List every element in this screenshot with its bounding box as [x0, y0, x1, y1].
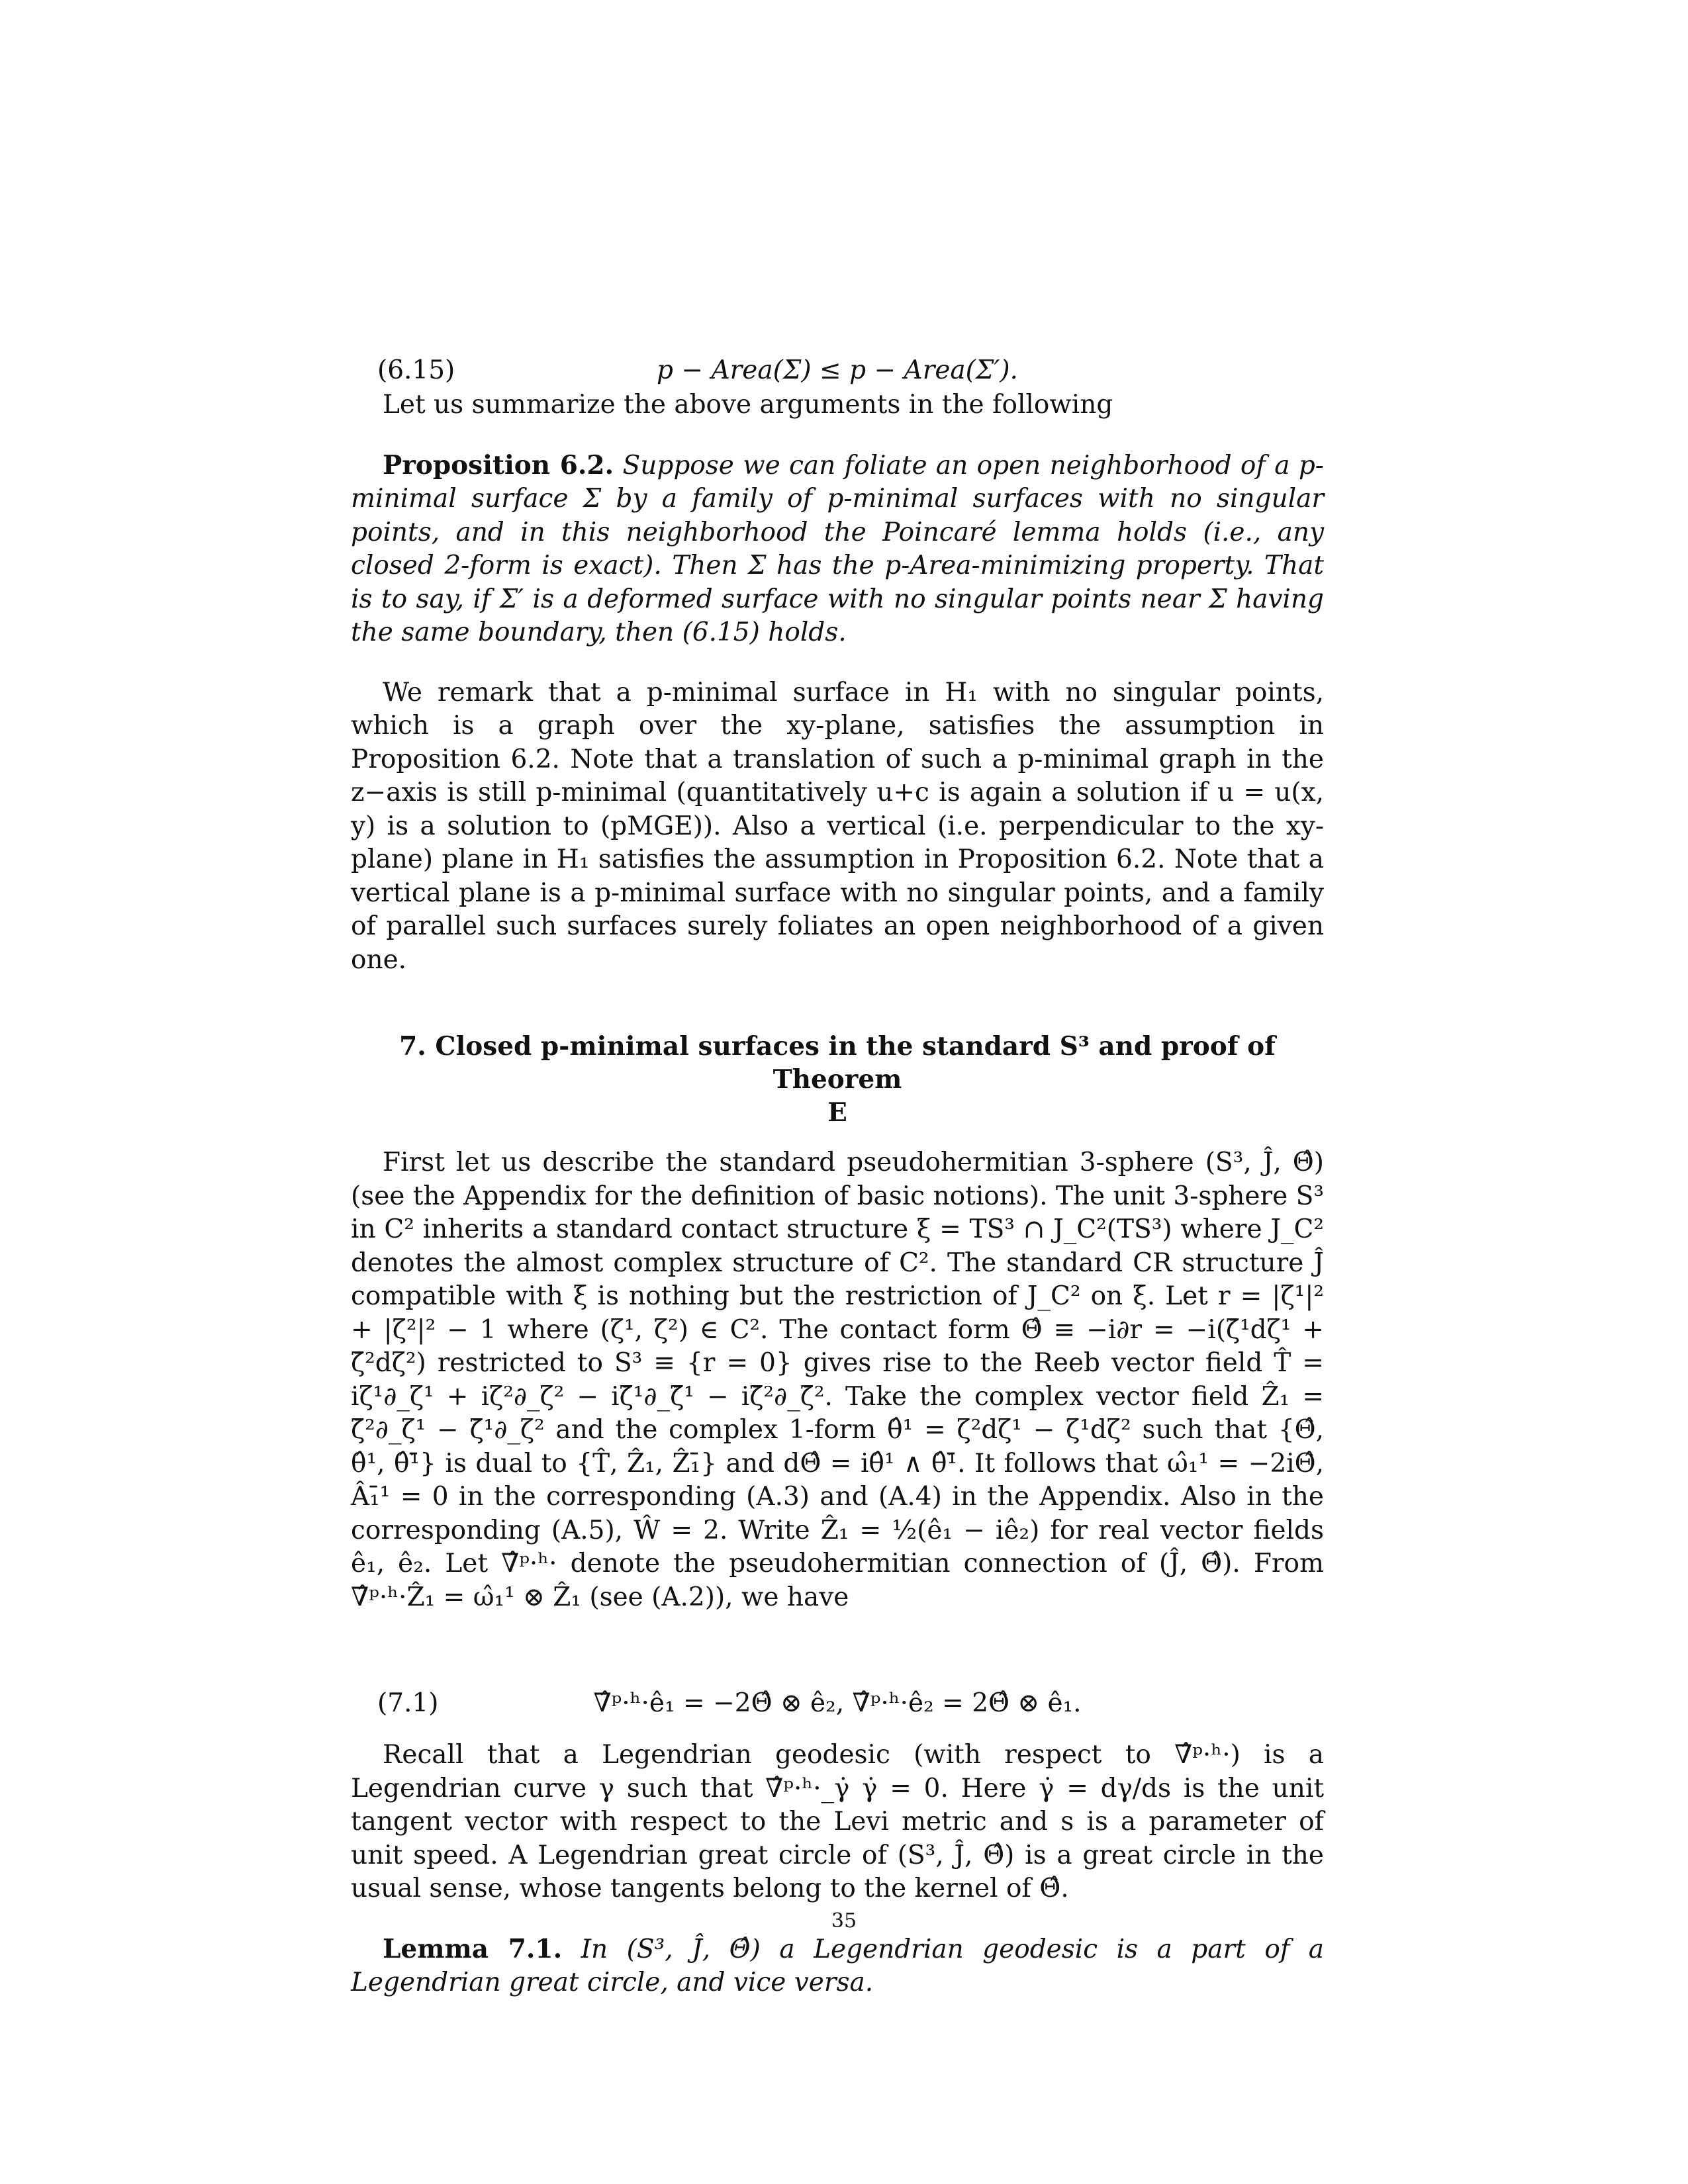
intro-paragraph: First let us describe the standard pseudohermitian 3-sphere (S³, Ĵ, Θ̂) (see the Appendix for the definition of basic notions). The unit 3-sphere S³ in C² inherits a standard contact structure ξ = TS³ ∩ J_C²(TS³) where J_C² denotes the almost complex structure of C². The standard CR structure Ĵ compatible with ξ is nothing but the restriction of J_C² on ξ. Let r = |ζ¹|² + |ζ²|² − 1 where (ζ¹, ζ²) ∈ C². The contact form Θ̂ ≡ −i∂r = −i(ζ̄¹dζ¹ + ζ̄²dζ²) restricted to S³ ≡ {r = 0} gives rise to the Reeb vector field T̂ = iζ¹∂_ζ¹ + iζ²∂_ζ² − iζ̄¹∂_ζ̄¹ − iζ̄²∂_ζ̄². Take the complex vector field Ẑ₁ = ζ̄²∂_ζ¹ − ζ̄¹∂_ζ² and the complex 1-form θ̂¹ = ζ²dζ¹ − ζ¹dζ² such that {Θ̂, θ̂¹, θ̂¹̄} is dual to {T̂, Ẑ₁, Ẑ₁̄} and dΘ̂ = iθ̂¹ ∧ θ̂¹̄. It follows that ω̂₁¹ = −2iΘ̂, Â₁̄¹ = 0 in the corresponding (A.3) and (A.4) in the Appendix. Also in the corresponding (A.5), Ŵ = 2. Write Ẑ₁ = ½(ê₁ − iê₂) for real vector fields ê₁, ê₂. Let ∇̂ᵖ·ʰ· denote the pseudohermitian connection of (Ĵ, Θ̂). From ∇̂ᵖ·ʰ·Ẑ₁ = ω̂₁¹ ⊗ Ẑ₁ (see (A.2)), we have [351, 1148, 1324, 1612]
section-title-line2: E [827, 1097, 847, 1128]
paper-page [351, 354, 1324, 2000]
lemma-label: Lemma 7.1. [383, 1933, 563, 1964]
proposition-6-2 [351, 449, 1324, 650]
summary-sentence: Let us summarize the above arguments in the following [383, 390, 1113, 420]
equation-number: (6.15) [377, 355, 455, 385]
equation-body: ∇̂ᵖ·ʰ·ê₁ = −2Θ̂ ⊗ ê₂, ∇̂ᵖ·ʰ·ê₂ = 2Θ̂ ⊗ ê₁. [593, 1688, 1082, 1718]
section-7-title [351, 1030, 1324, 1129]
equation-7-1 [351, 1687, 1324, 1721]
proposition-text: Suppose we can foliate an open neighborhood of a p-minimal surface Σ by a family of p-minimal surfaces with no singular points, and in this neighborhood the Poincaré lemma holds (i.e., any closed 2-form is exact). Then Σ has the p-Area-minimizing property. That is to say, if Σ′ is a deformed surface with no singular points near Σ having the same boundary, then (6.15) holds. [351, 450, 1324, 647]
section-title-line1: 7. Closed p-minimal surfaces in the standard S³ and proof of Theorem [399, 1031, 1276, 1095]
proposition-label: Proposition 6.2. [383, 449, 614, 480]
page-number: 35 [831, 1909, 857, 1933]
remark-paragraph: We remark that a p-minimal surface in H₁ with no singular points, which is a graph over the xy-plane, satisfies the assumption in Proposition 6.2. Note that a translation of such a p-minimal graph in the z−axis is still p-minimal (quantitatively u+c is again a solution if u = u(x, y) is a solution to (pMGE)). Also a vertical (i.e. perpendicular to the xy-plane) plane in H₁ satisfies the assumption in Proposition 6.2. Note that a vertical plane is a p-minimal surface with no singular points, and a family of parallel such surfaces surely foliates an open neighborhood of a given one. [351, 677, 1324, 975]
equation-body: p − Area(Σ) ≤ p − Area(Σ′). [657, 355, 1018, 385]
equation-6-15 [351, 354, 1324, 388]
lemma-text: In (S³, Ĵ, Θ̂) a Legendrian geodesic is a part of a Legendrian great circle, and vice versa. [351, 1934, 1324, 1997]
recall-paragraph: Recall that a Legendrian geodesic (with respect to ∇̂ᵖ·ʰ·) is a Legendrian curve γ such that ∇̂ᵖ·ʰ·_γ̇ γ̇ = 0. Here γ̇ = dγ/ds is the unit tangent vector with respect to the Levi metric and s is a parameter of unit speed. A Legendrian great circle of (S³, Ĵ, Θ̂) is a great circle in the usual sense, whose tangents belong to the kernel of Θ̂. [351, 1740, 1324, 1903]
equation-number: (7.1) [377, 1688, 439, 1718]
lemma-7-1 [351, 1933, 1324, 2000]
